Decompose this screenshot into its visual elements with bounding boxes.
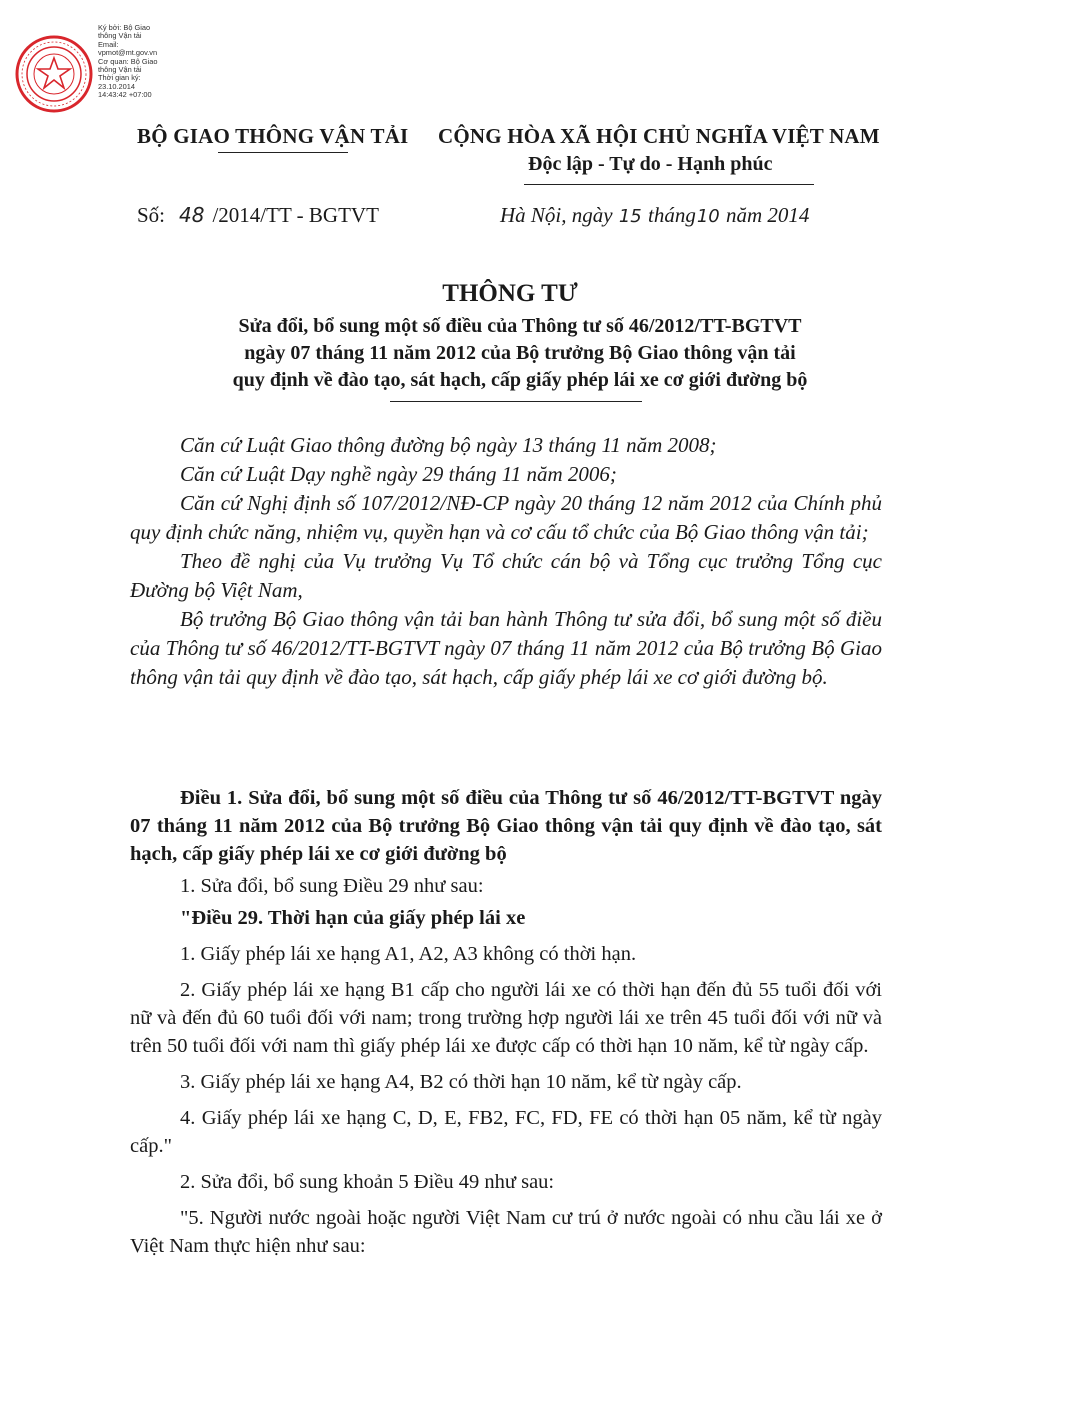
title-underline <box>390 401 642 402</box>
preamble-paragraph: Bộ trưởng Bộ Giao thông vận tải ban hành Thông tư sửa đổi, bổ sung một số điều của Thông tư số 46/2012/TT-BGTVT ngày 07 tháng 11 năm 2012 của Bộ trưởng Bộ Giao thông vận tải quy định về đào tạo, sát hạch, cấp giấy phép lái xe cơ giới đường bộ. <box>130 607 882 689</box>
preamble-paragraph: Theo đề nghị của Vụ trưởng Vụ Tổ chức cán bộ và Tổng cục trưởng Tổng cục Đường bộ Việt Nam, <box>130 549 882 602</box>
clause-paragraph: 1. Sửa đổi, bổ sung Điều 29 như sau: <box>180 875 484 897</box>
document-number <box>137 203 379 228</box>
document-date <box>500 203 809 228</box>
number-suffix: /2014/TT - BGTVT <box>212 203 379 227</box>
signature-line: 23.10.2014 <box>98 82 135 91</box>
national-title: CỘNG HÒA XÃ HỘI CHỦ NGHĨA VIỆT NAM <box>438 124 880 148</box>
article-body <box>130 872 882 1268</box>
date-suffix: năm 2014 <box>725 203 810 227</box>
signature-line: thông Vận tải <box>98 32 142 41</box>
motto-underline <box>524 184 814 185</box>
preamble-paragraph: Căn cứ Nghị định số 107/2012/NĐ-CP ngày 20 tháng 12 năm 2012 của Chính phủ quy định chức năng, nhiệm vụ, quyền hạn và cơ cấu tổ chức của Bộ Giao thông vận tải; <box>130 491 882 544</box>
preamble <box>130 431 882 692</box>
article-1-heading: Điều 1. Sửa đổi, bổ sung một số điều của Thông tư số 46/2012/TT-BGTVT ngày 07 tháng 11 năm 2012 của Bộ trưởng Bộ Giao thông vận tải quy định về đào tạo, sát hạch, cấp giấy phép lái xe cơ giới đường bộ <box>130 787 882 865</box>
signature-line: Ký bởi: Bộ Giao <box>98 24 151 32</box>
signature-line: vpmot@mt.gov.vn <box>98 49 158 58</box>
subtitle-line: Sửa đổi, bổ sung một số điều của Thông tư số 46/2012/TT-BGTVT <box>238 315 802 337</box>
official-seal-icon <box>14 34 94 114</box>
national-motto: Độc lập - Tự do - Hạnh phúc <box>528 153 773 175</box>
clause-paragraph: 4. Giấy phép lái xe hạng C, D, E, FB2, FC, FD, FE có thời hạn 05 năm, kể từ ngày cấp." <box>130 1107 882 1157</box>
clause-paragraph: "5. Người nước ngoài hoặc người Việt Nam cư trú ở nước ngoài có nhu cầu lái xe ở Việt Nam thực hiện như sau: <box>130 1207 882 1257</box>
digital-signature-info <box>98 24 208 100</box>
subtitle-line: quy định về đào tạo, sát hạch, cấp giấy phép lái xe cơ giới đường bộ <box>232 369 808 391</box>
signature-line: 14:43:42 +07:00 <box>98 91 152 100</box>
preamble-paragraph: Căn cứ Luật Dạy nghề ngày 29 tháng 11 năm 2006; <box>180 462 617 486</box>
document-subtitle <box>120 313 920 394</box>
number-handwritten: 48 <box>179 203 205 227</box>
clause-paragraph: 2. Giấy phép lái xe hạng B1 cấp cho người lái xe có thời hạn đến đủ 55 tuổi đối với nữ và đến đủ 60 tuổi đối với nam; trong trường hợp người lái xe trên 45 tuổi đối với nữ và trên 50 tuổi đối với nam thì giấy phép lái xe được cấp có thời hạn 10 năm, kể từ ngày cấp. <box>130 979 882 1057</box>
date-month: 10 <box>696 206 720 227</box>
signature-line: Email: <box>98 40 119 49</box>
clause-heading: "Điều 29. Thời hạn của giấy phép lái xe <box>180 907 526 929</box>
clause-paragraph: 1. Giấy phép lái xe hạng A1, A2, A3 không có thời hạn. <box>180 943 637 965</box>
signature-line: thông Vận tải <box>98 66 142 75</box>
date-prefix: Hà Nội, ngày <box>500 203 613 227</box>
date-mid: tháng <box>647 203 696 227</box>
document-title: THÔNG TƯ <box>442 280 578 307</box>
number-prefix: Số: <box>137 203 166 227</box>
signature-line: Cơ quan: Bộ Giao <box>98 57 158 66</box>
agency-underline <box>218 152 348 153</box>
signature-line: Thời gian ký: <box>98 74 141 83</box>
subtitle-line: ngày 07 tháng 11 năm 2012 của Bộ trưởng Bộ Giao thông vận tải <box>244 342 796 364</box>
date-day: 15 <box>618 206 642 227</box>
preamble-paragraph: Căn cứ Luật Giao thông đường bộ ngày 13 tháng 11 năm 2008; <box>180 433 717 457</box>
clause-paragraph: 3. Giấy phép lái xe hạng A4, B2 có thời hạn 10 năm, kể từ ngày cấp. <box>180 1071 742 1093</box>
issuing-agency: BỘ GIAO THÔNG VẬN TẢI <box>137 124 409 148</box>
clause-paragraph: 2. Sửa đổi, bổ sung khoản 5 Điều 49 như sau: <box>180 1171 555 1193</box>
